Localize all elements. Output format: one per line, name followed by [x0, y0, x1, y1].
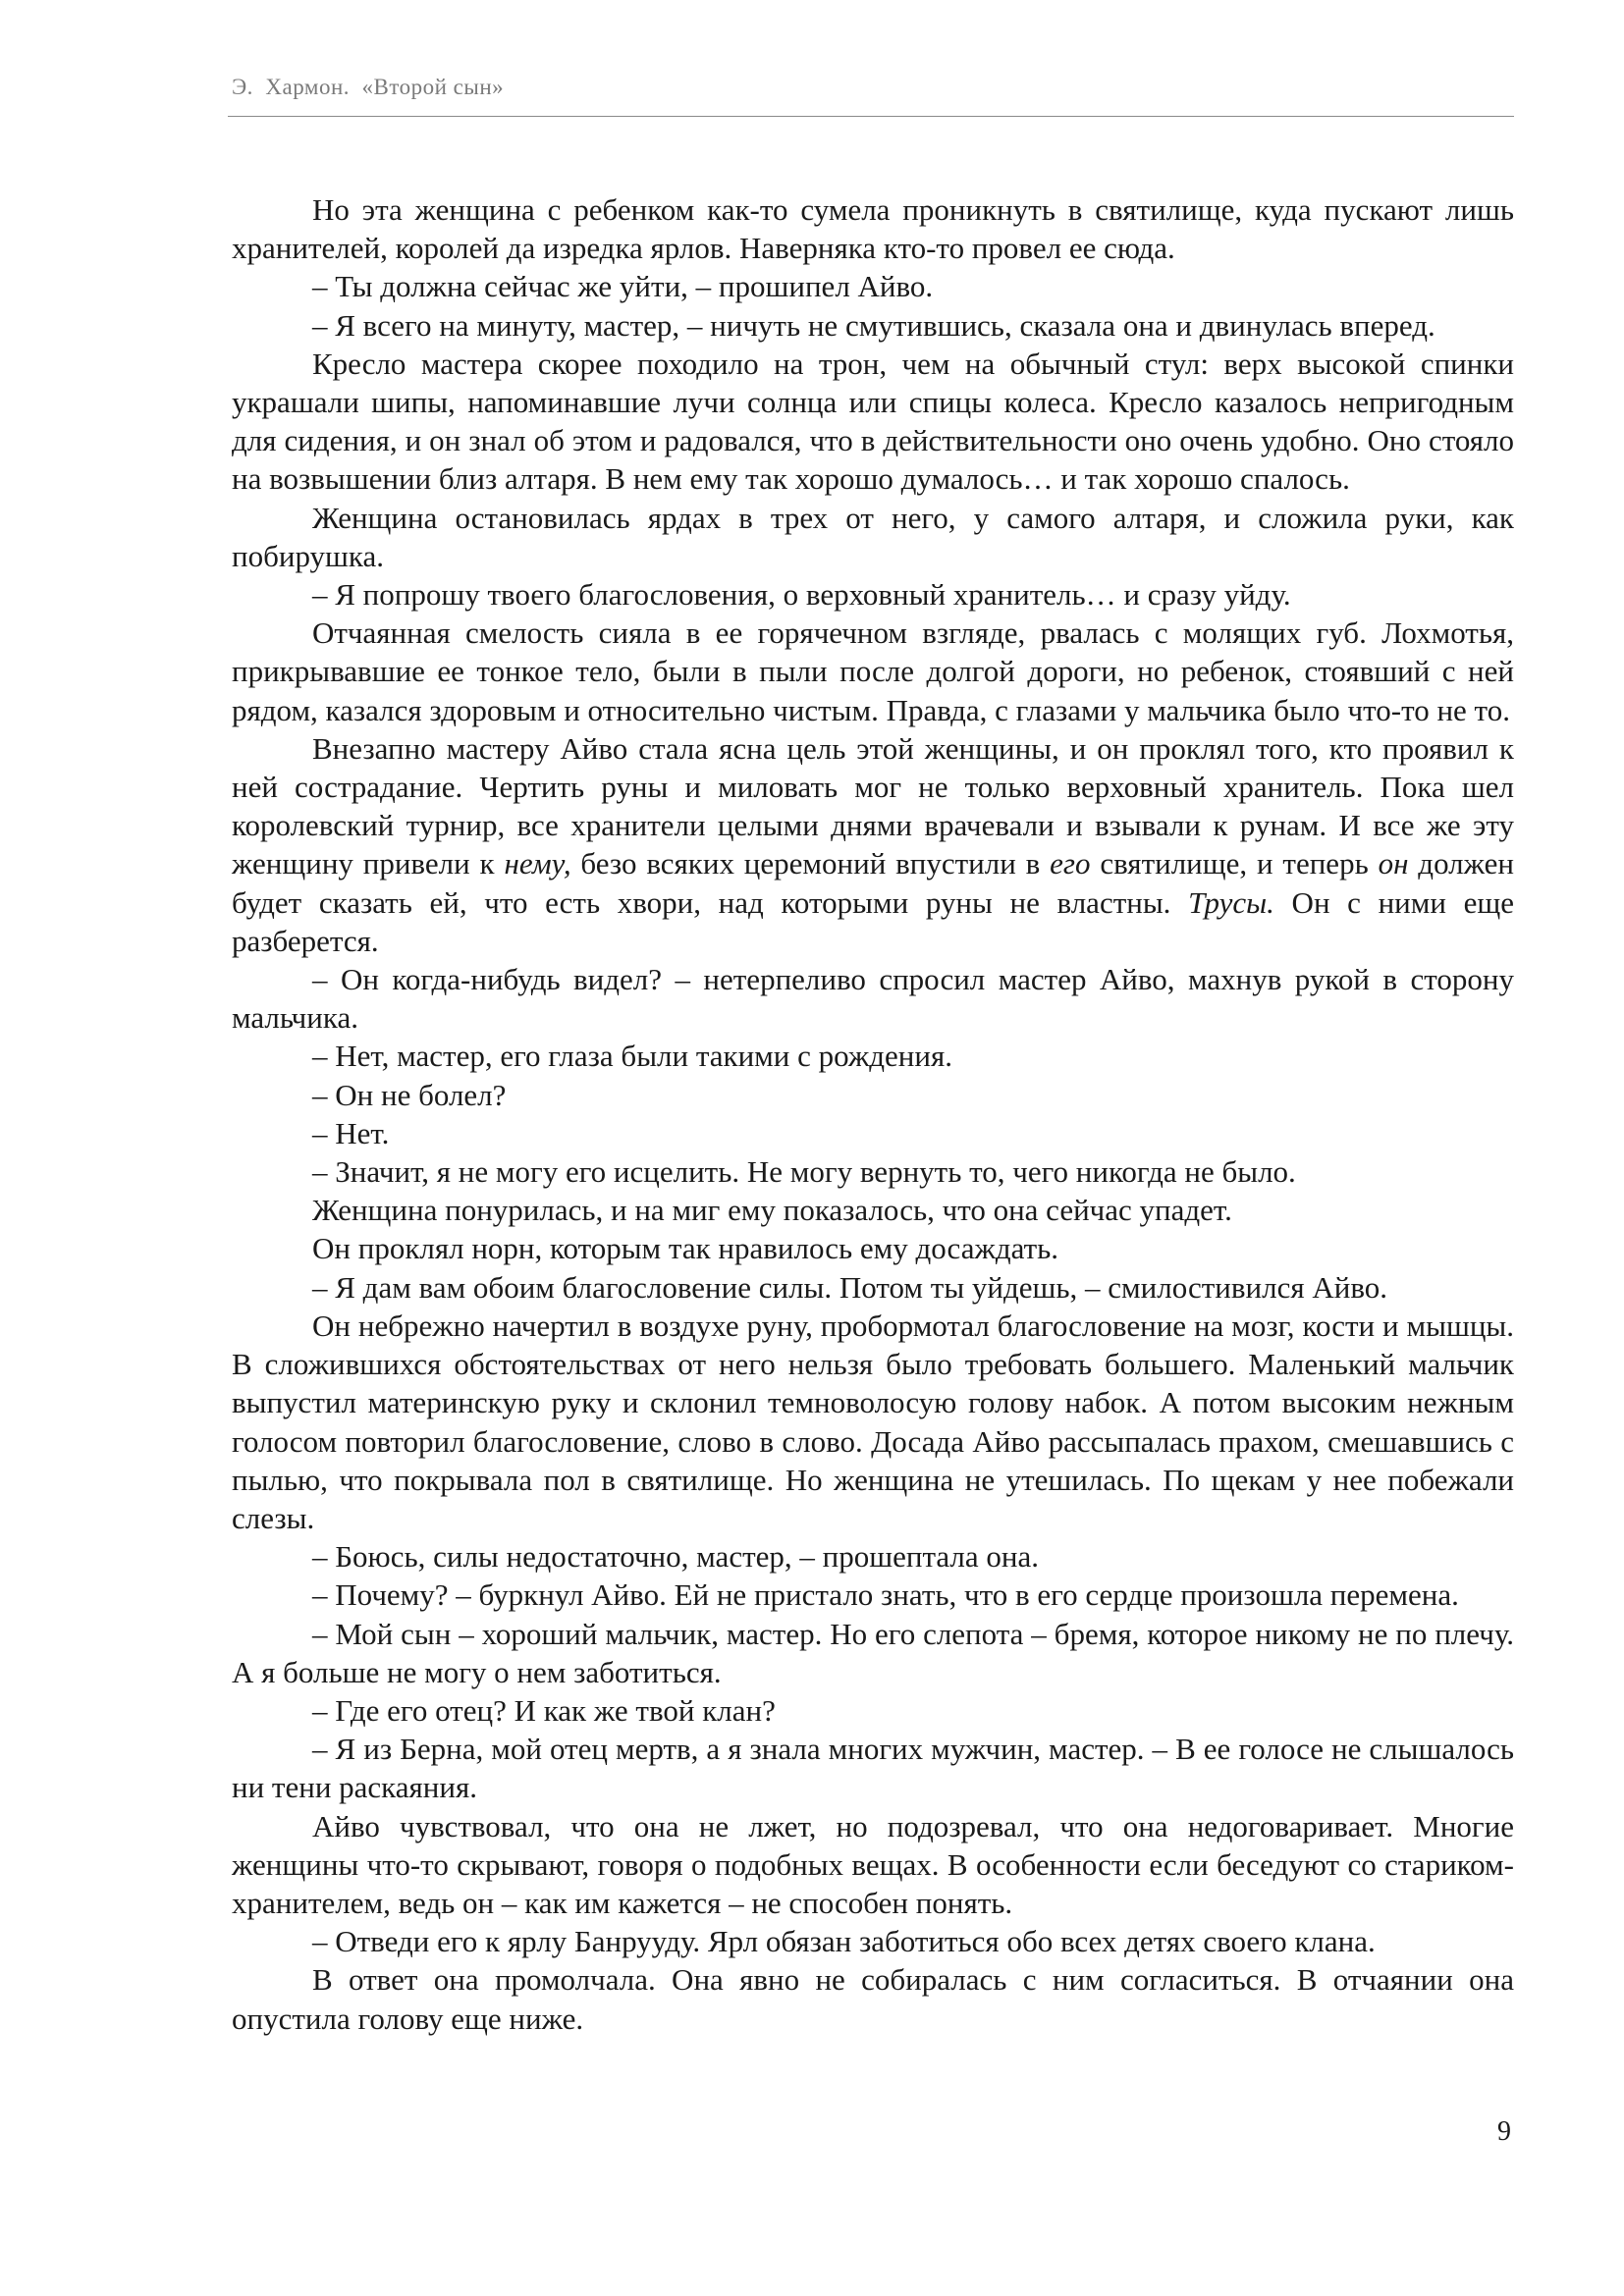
- text-run: В ответ она промолчала. Она явно не собиралась с ним согласиться. В отчаянии она опустила голову еще ниже.: [232, 1962, 1514, 2036]
- text-run: Но эта женщина с ребенком как-то сумела проникнуть в святилище, куда пускают лишь хранителей, королей да изредка ярлов. Наверняка кто-то провел ее сюда.: [232, 192, 1514, 266]
- text-run: – Почему? – буркнул Айво. Ей не пристало знать, что в его сердце произошла перемена.: [312, 1577, 1459, 1613]
- paragraph: [232, 267, 1514, 305]
- paragraph: [232, 1575, 1514, 1614]
- paragraph: [232, 306, 1514, 345]
- paragraph: [232, 1229, 1514, 1267]
- paragraph: [232, 1191, 1514, 1229]
- paragraph: [232, 345, 1514, 499]
- text-run: – Нет, мастер, его глаза были такими с рождения.: [312, 1039, 952, 1074]
- text-run: – Нет.: [312, 1115, 390, 1150]
- text-run: должен будет сказать ей, что есть хвори, над которыми руны не властны.: [232, 846, 1514, 920]
- text-run: – Боюсь, силы недостаточно, мастер, – прошептала она.: [312, 1539, 1039, 1575]
- paragraph: [232, 729, 1514, 960]
- text-run: Женщина остановилась ярдах в трех от него, у самого алтаря, и сложила руки, как побирушка.: [232, 500, 1514, 573]
- italic-text: нему,: [504, 846, 571, 881]
- italic-text: Трусы.: [1188, 884, 1274, 920]
- paragraph: [232, 1691, 1514, 1730]
- paragraph: [232, 499, 1514, 575]
- text-run: – Я всего на минуту, мастер, – ничуть не смутившись, сказала она и двинулась вперед.: [312, 307, 1435, 343]
- text-run: безо всяких церемоний впустили в: [570, 846, 1051, 881]
- text-run: Он небрежно начертил в воздухе руну, пробормотал благословение на мозг, кости и мышцы. В сложившихся обстоятельствах от него нельзя было требовать большего. Маленький мальчик выпустил материнскую руку и склонил темноволосую голову набок. А потом высоким нежным голосом повторил благословение, слово в слово. Досада Айво рассыпалась прахом, смешавшись с пылью, что покрывала пол в святилище. Но женщина не утешилась. По щекам у нее побежали слезы.: [232, 1308, 1514, 1535]
- paragraph: [232, 1922, 1514, 1960]
- italic-text: он: [1378, 846, 1409, 881]
- paragraph: [232, 1268, 1514, 1307]
- text-run: – Он не болел?: [312, 1077, 507, 1112]
- paragraph: [232, 1152, 1514, 1191]
- text-run: святилище, и теперь: [1090, 846, 1379, 881]
- paragraph: [232, 960, 1514, 1037]
- paragraph: [232, 614, 1514, 729]
- paragraph: [232, 1307, 1514, 1537]
- text-run: Внезапно мастеру Айво стала ясна цель этой женщины, и он проклял того, кто проявил к ней сострадание. Чертить руны и миловать мог не только верховный хранитель. Пока шел королевский турнир, все хранители целыми днями врачевали и взывали к рунам. И все же эту женщину привели к: [232, 730, 1514, 881]
- body-text: [232, 190, 1514, 2038]
- text-run: Отчаянная смелость сияла в ее горячечном взгляде, рвалась с молящих губ. Лохмотья, прикрывавшие ее тонкое тело, были в пыли после долгой дороги, но ребенок, стоявший с ней рядом, казался здоровым и относительно чистым. Правда, с глазами у мальчика было что-то не то.: [232, 615, 1514, 727]
- text-run: – Отведи его к ярлу Банрууду. Ярл обязан заботиться обо всех детях своего клана.: [312, 1924, 1376, 1959]
- page-number: 9: [1497, 2116, 1511, 2147]
- text-run: – Я попрошу твоего благословения, о верховный хранитель… и сразу уйду.: [312, 577, 1291, 613]
- text-run: – Я из Берна, мой отец мертв, а я знала многих мужчин, мастер. – В ее голосе не слышалось ни тени раскаяния.: [232, 1732, 1514, 1805]
- text-run: – Значит, я не могу его исцелить. Не могу вернуть то, чего никогда не было.: [312, 1154, 1296, 1190]
- paragraph: [232, 1037, 1514, 1075]
- paragraph: [232, 1960, 1514, 2037]
- paragraph: [232, 190, 1514, 267]
- header-rule: [228, 116, 1514, 117]
- paragraph: [232, 1615, 1514, 1691]
- text-run: – Ты должна сейчас же уйти, – прошипел Айво.: [312, 269, 934, 304]
- text-run: – Я дам вам обоим благословение силы. Потом ты уйдешь, – смилостивился Айво.: [312, 1269, 1388, 1305]
- paragraph: [232, 1114, 1514, 1152]
- text-run: Женщина понурилась, и на миг ему показалось, что она сейчас упадет.: [312, 1193, 1232, 1228]
- text-run: Он проклял норн, которым так нравилось ему досаждать.: [312, 1231, 1059, 1266]
- text-run: – Мой сын – хороший мальчик, мастер. Но его слепота – бремя, которое никому не по плечу. А я больше не могу о нем заботиться.: [232, 1616, 1514, 1689]
- text-run: Кресло мастера скорее походило на трон, чем на обычный стул: верх высокой спинки украшали шипы, напоминавшие лучи солнца или спицы колеса. Кресло казалось непригодным для сидения, и он знал об этом и радовался, что в действительности оно очень удобно. Оно стояло на возвышении близ алтаря. В нем ему так хорошо думалось… и так хорошо спалось.: [232, 346, 1514, 497]
- italic-text: его: [1050, 846, 1091, 881]
- text-run: – Он когда-нибудь видел? – нетерпеливо спросил мастер Айво, махнув рукой в сторону мальчика.: [232, 962, 1514, 1036]
- text-run: – Где его отец? И как же твой клан?: [312, 1692, 776, 1728]
- paragraph: [232, 1537, 1514, 1575]
- paragraph: [232, 1730, 1514, 1806]
- text-run: Айво чувствовал, что она не лжет, но подозревал, что она недоговаривает. Многие женщины что-то скрывают, говоря о подобных вещах. В особенности если беседуют со стариком-хранителем, ведь он – как им кажется – не способен понять.: [232, 1808, 1514, 1920]
- paragraph: [232, 1076, 1514, 1114]
- paragraph: [232, 1807, 1514, 1923]
- text-run: Он с ними еще разберется.: [232, 884, 1515, 958]
- running-head: Э. Хармон. «Второй сын»: [232, 75, 505, 99]
- paragraph: [232, 575, 1514, 614]
